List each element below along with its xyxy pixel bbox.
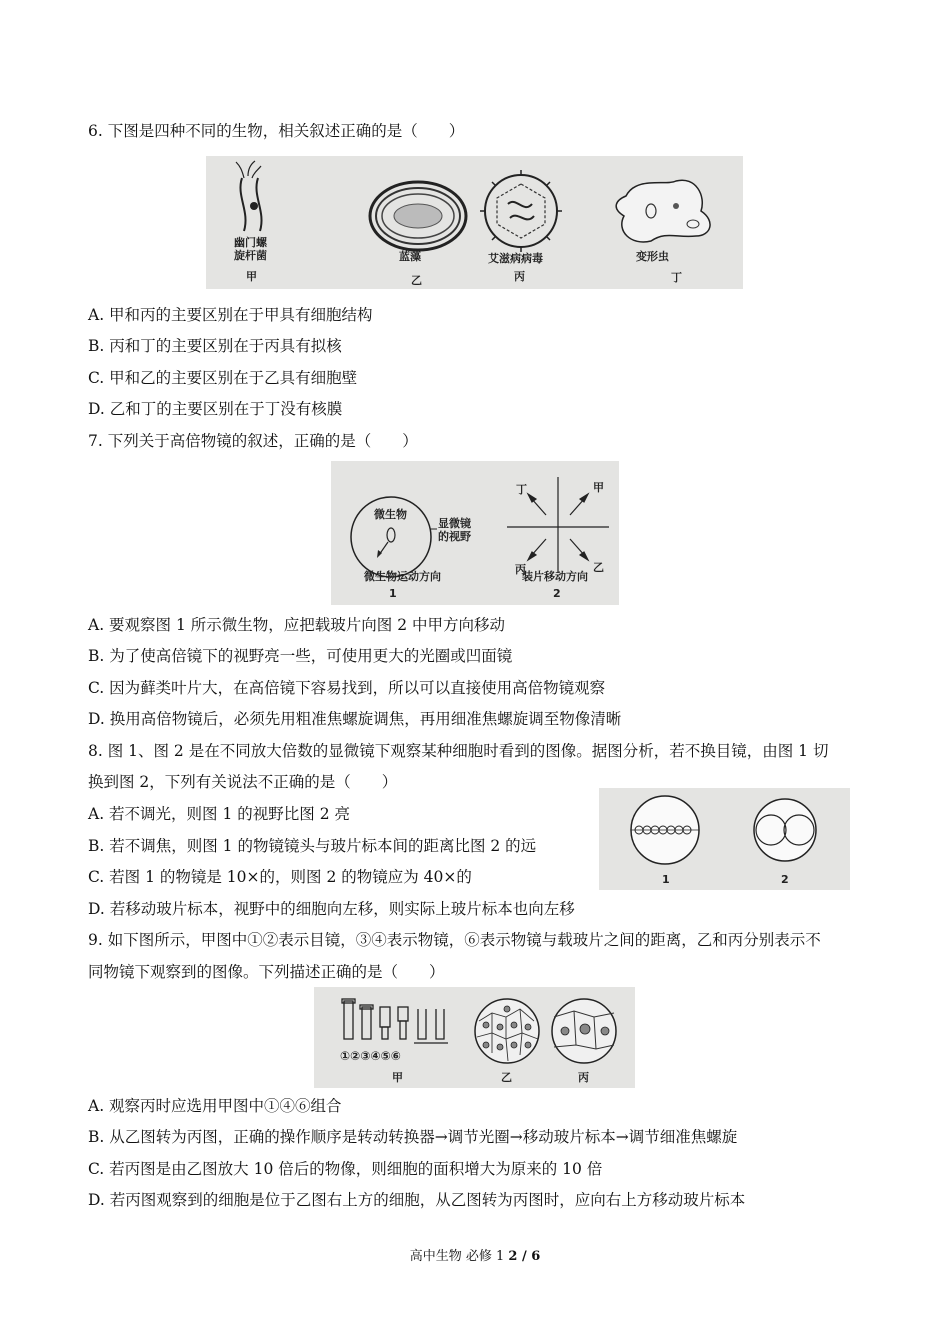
q9-jia-label: 甲 xyxy=(392,1071,403,1084)
q9-stem-line-1: 9. 如下图所示，甲图中①②表示目镜，③④表示物镜，⑥表示物镜与载玻片之间的距离，乙和丙分别表示不 xyxy=(88,931,821,949)
helicobacter-image xyxy=(236,161,262,231)
amoeba-image xyxy=(616,180,710,242)
footer-total: 6 xyxy=(531,1249,541,1264)
footer-page: 2 xyxy=(508,1249,518,1264)
q7-option-d: D. 换用高倍物镜后，必须先用粗准焦螺旋调焦，再用细准焦螺旋调至物像清晰 xyxy=(88,710,622,728)
high-magnification-field xyxy=(754,799,816,861)
q6-jia-label: 甲 xyxy=(246,270,257,283)
q8-num1: 1 xyxy=(662,873,670,886)
q7-motion-label: 微生物运动方向 xyxy=(364,570,441,583)
q7-bing-label: 丙 xyxy=(515,563,526,576)
footer-sep: / xyxy=(517,1249,532,1264)
high-power-cells-image xyxy=(552,999,616,1063)
q8-option-b: B. 若不调焦，则图 1 的物镜镜头与玻片标本间的距离比图 2 的远 xyxy=(88,837,537,855)
page-footer xyxy=(0,1245,950,1264)
q9-option-a: A. 观察丙时应选用甲图中①④⑥组合 xyxy=(88,1097,342,1115)
q8-option-a: A. 若不调光，则图 1 的视野比图 2 亮 xyxy=(88,805,350,823)
q7-option-a: A. 要观察图 1 所示微生物，应把载玻片向图 2 中甲方向移动 xyxy=(88,616,505,634)
q7-option-c: C. 因为藓类叶片大，在高倍镜下容易找到，所以可以直接使用高倍物镜观察 xyxy=(88,679,606,697)
hiv-virus-image xyxy=(480,170,562,252)
q6-ding-name: 变形虫 xyxy=(636,250,669,263)
q6-jia-name-1: 幽门螺 xyxy=(234,236,267,249)
q7-yi-label: 乙 xyxy=(593,561,604,574)
q9-option-c: C. 若丙图是由乙图放大 10 倍后的物像，则细胞的面积增大为原来的 10 倍 xyxy=(88,1160,603,1178)
q8-num2: 2 xyxy=(781,873,789,886)
q9-yi-label: 乙 xyxy=(501,1071,512,1084)
q6-yi-name: 蓝藻 xyxy=(399,250,421,263)
q6-yi-label: 乙 xyxy=(411,274,422,287)
q7-option-b: B. 为了使高倍镜下的视野亮一些，可使用更大的光圈或凹面镜 xyxy=(88,647,513,665)
q6-option-c: C. 甲和乙的主要区别在于乙具有细胞壁 xyxy=(88,369,358,387)
q7-jia-label: 甲 xyxy=(593,481,604,494)
q6-stem: 6. 下图是四种不同的生物，相关叙述正确的是（ ） xyxy=(88,122,465,140)
q7-num2: 2 xyxy=(553,587,561,600)
q6-option-d: D. 乙和丁的主要区别在于丁没有核膜 xyxy=(88,400,343,418)
cyanobacteria-image xyxy=(370,182,466,250)
q6-bing-name: 艾滋病病毒 xyxy=(488,252,543,265)
q7-field-label-1: 显微镜 xyxy=(438,517,471,530)
q9-figure xyxy=(314,987,635,1088)
q7-stem: 7. 下列关于高倍物镜的叙述，正确的是（ ） xyxy=(88,432,418,450)
q8-figure xyxy=(599,788,850,890)
q9-bing-label: 丙 xyxy=(578,1071,589,1084)
q8-stem-line-1: 8. 图 1、图 2 是在不同放大倍数的显微镜下观察某种细胞时看到的图像。据图分析，若不换目镜，由图 1 切 xyxy=(88,742,829,760)
q6-option-b: B. 丙和丁的主要区别在于丙具有拟核 xyxy=(88,337,342,355)
q7-figure xyxy=(331,461,619,605)
q9-stem-line-2: 同物镜下观察到的图像。下列描述正确的是（ ） xyxy=(88,963,445,981)
low-magnification-field xyxy=(631,796,699,864)
q9-option-d: D. 若丙图观察到的细胞是位于乙图右上方的细胞，从乙图转为丙图时，应向右上方移动玻片标本 xyxy=(88,1191,746,1209)
q6-bing-label: 丙 xyxy=(514,270,525,283)
q8-option-d: D. 若移动玻片标本，视野中的细胞向左移，则实际上玻片标本也向左移 xyxy=(88,900,575,918)
q9-option-b: B. 从乙图转为丙图，正确的操作顺序是转动转换器→调节光圈→移动玻片标本→调节细准焦螺旋 xyxy=(88,1128,738,1146)
q7-field-label-2: 的视野 xyxy=(438,530,471,543)
q6-figure xyxy=(206,156,743,289)
q9-lens-numbers: ①②③④⑤⑥ xyxy=(340,1049,401,1063)
q7-num1: 1 xyxy=(389,587,397,600)
q6-jia-name-2: 旋杆菌 xyxy=(234,249,267,262)
lens-diagram xyxy=(342,999,448,1043)
q6-option-a: A. 甲和丙的主要区别在于甲具有细胞结构 xyxy=(88,306,373,324)
q8-stem-line-2: 换到图 2，下列有关说法不正确的是（ ） xyxy=(88,773,398,791)
q6-ding-label: 丁 xyxy=(671,271,682,284)
footer-text: 高中生物 必修 1 xyxy=(409,1249,509,1264)
low-power-cells-image xyxy=(475,999,539,1063)
q7-microbe-label: 微生物 xyxy=(374,508,407,521)
q7-ding-label: 丁 xyxy=(516,483,527,496)
q8-option-c: C. 若图 1 的物镜是 10×的，则图 2 的物镜应为 40×的 xyxy=(88,868,472,886)
q7-slide-motion-label: 装片移动方向 xyxy=(522,570,588,583)
